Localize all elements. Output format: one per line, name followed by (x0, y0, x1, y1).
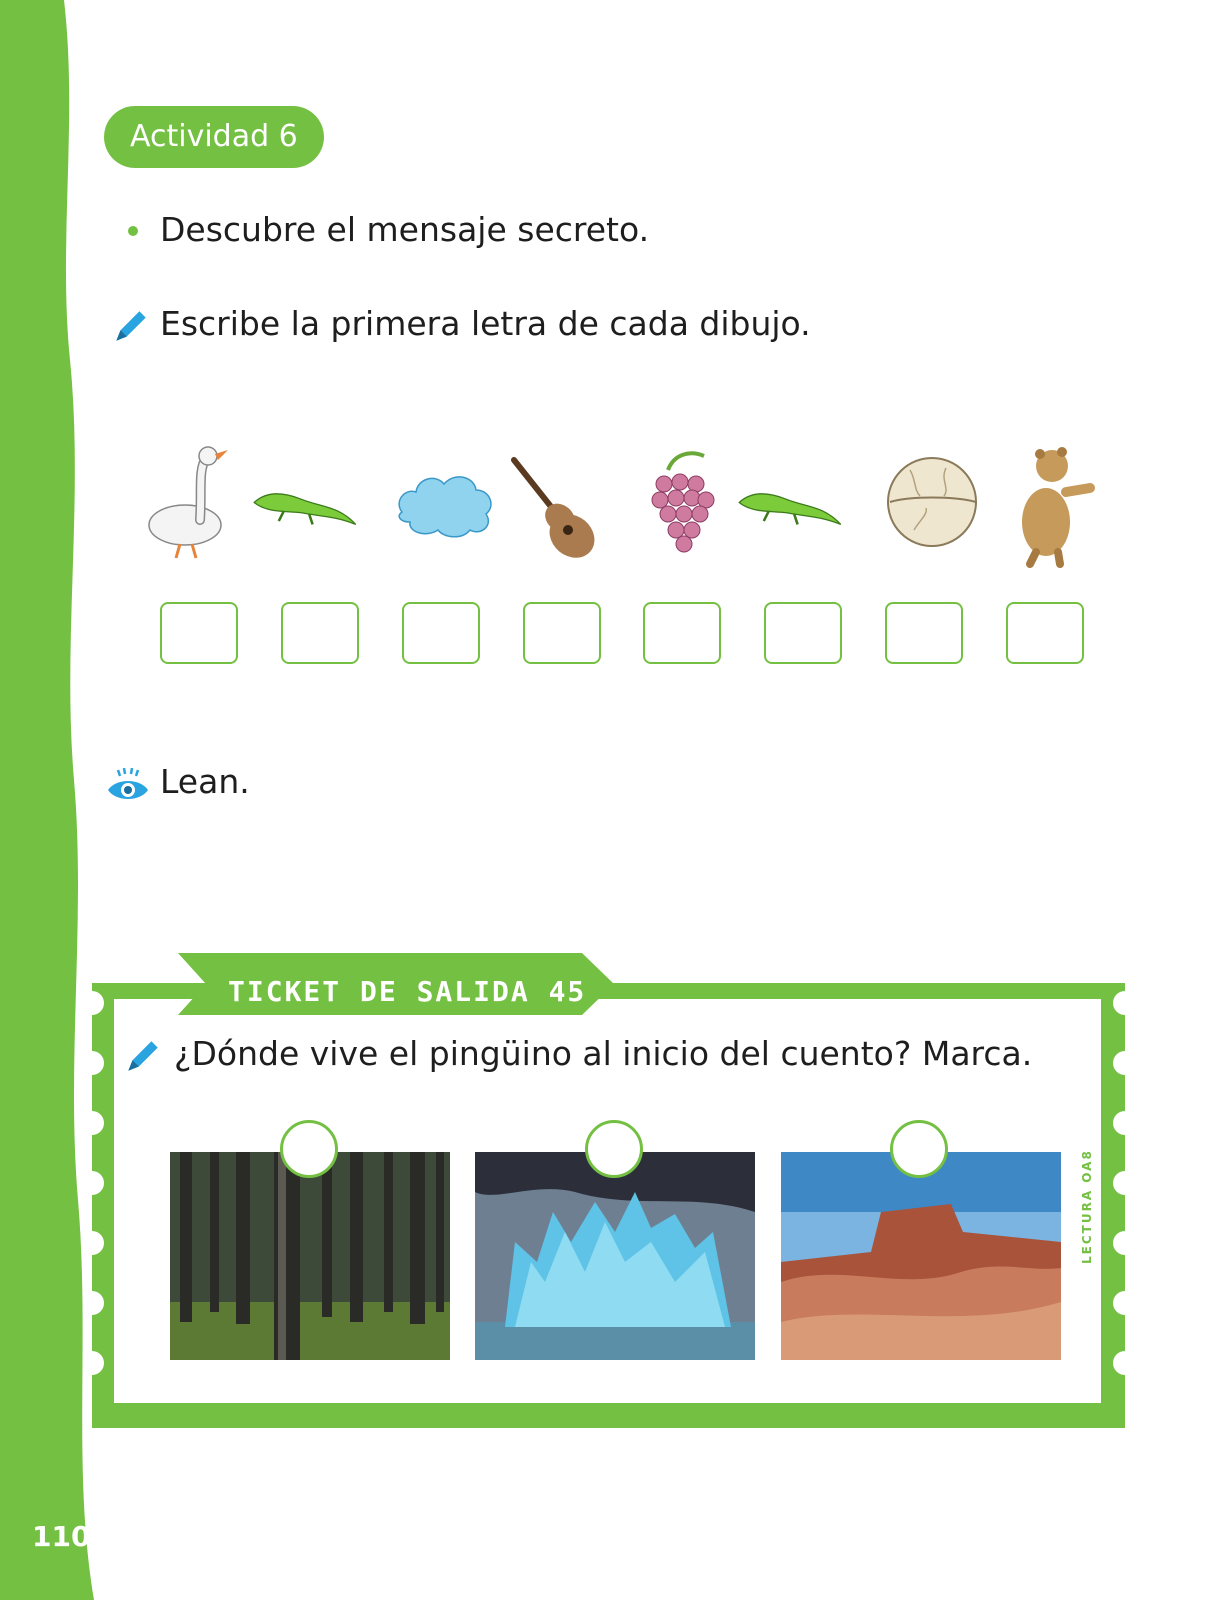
grapes-icon (630, 440, 740, 570)
walnut-icon (880, 440, 990, 570)
pencil-icon (110, 305, 152, 347)
option-mark-forest[interactable] (280, 1120, 338, 1178)
pencil-icon-ticket (122, 1035, 164, 1077)
answer-box[interactable] (160, 602, 238, 664)
ticket-question: ¿Dónde vive el pingüino al inicio del cuento? Marca. (174, 1034, 1033, 1073)
forest-photo (170, 1152, 450, 1360)
instruction-discover: Descubre el mensaje secreto. (160, 210, 650, 249)
page-number: 110 (32, 1520, 91, 1553)
guitar-icon (500, 440, 610, 570)
goose-icon (140, 440, 250, 570)
activity-label: Actividad 6 (104, 106, 324, 168)
iguana-icon (250, 440, 360, 570)
cloud-icon (390, 440, 500, 570)
bear-icon (1000, 440, 1110, 570)
answer-box[interactable] (402, 602, 480, 664)
answer-box[interactable] (523, 602, 601, 664)
answer-box[interactable] (643, 602, 721, 664)
glacier-photo (475, 1152, 755, 1360)
option-mark-desert[interactable] (890, 1120, 948, 1178)
instruction-write: Escribe la primera letra de cada dibujo. (160, 304, 811, 343)
bullet-icon (128, 226, 138, 236)
iguana-icon-2 (735, 440, 845, 570)
answer-box[interactable] (764, 602, 842, 664)
instruction-read: Lean. (160, 762, 250, 801)
desert-photo (781, 1152, 1061, 1360)
answer-box[interactable] (1006, 602, 1084, 664)
answer-box[interactable] (281, 602, 359, 664)
side-tag: LECTURA OA8 (1080, 1149, 1094, 1264)
option-mark-glacier[interactable] (585, 1120, 643, 1178)
eye-icon (106, 768, 150, 804)
ticket-label: TICKET DE SALIDA 45 (228, 975, 587, 1008)
answer-box[interactable] (885, 602, 963, 664)
